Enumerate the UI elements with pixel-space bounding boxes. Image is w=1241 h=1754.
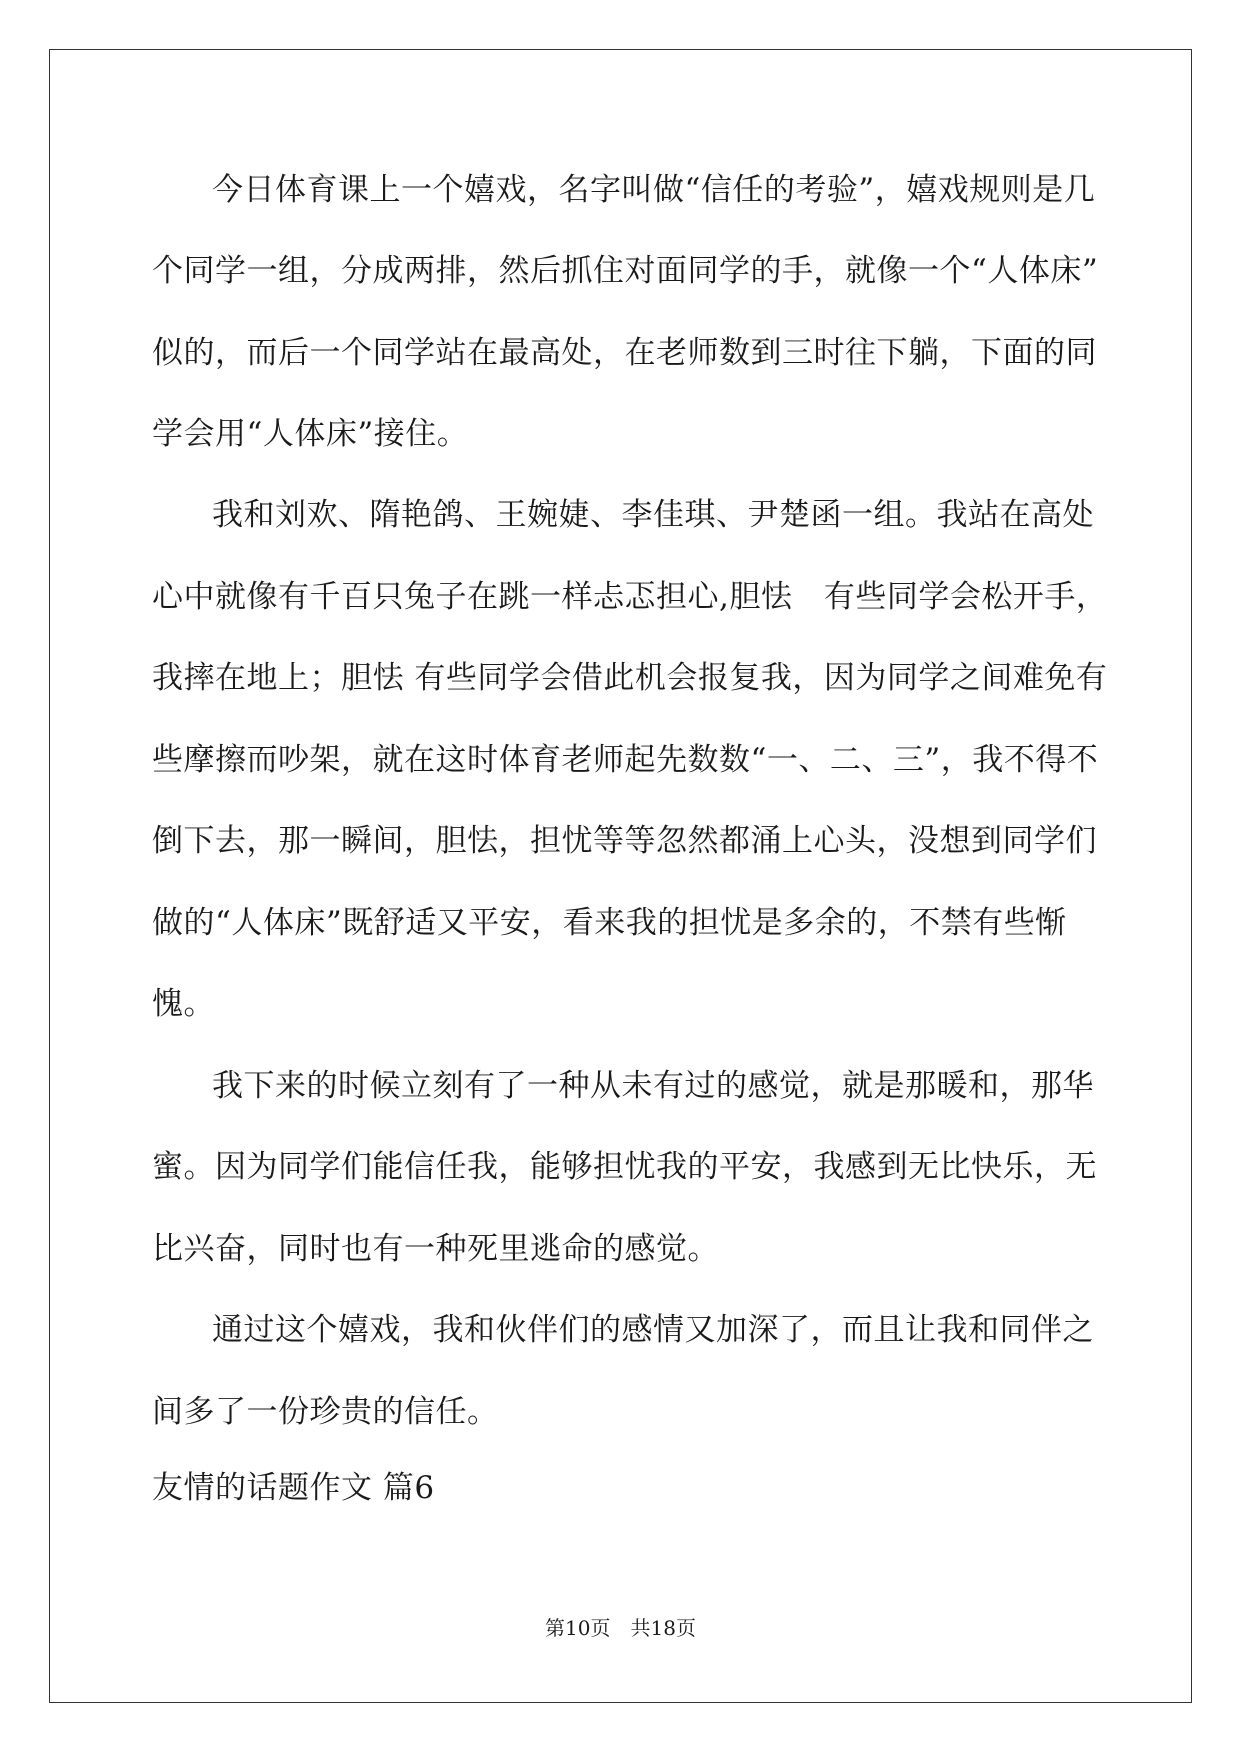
paragraph-1-line-4: 学会用“人体床”接住。 bbox=[152, 416, 469, 452]
paragraph-1-line-3: 似的，而后一个同学站在最高处，在老师数到三时往下躺，下面的同 bbox=[152, 335, 1097, 371]
paragraph-2-line-7: 愧。 bbox=[152, 986, 215, 1022]
page-border bbox=[49, 49, 1192, 1703]
paragraph-2-line-6: 做的“人体床”既舒适又平安，看来我的担忧是多余的，不禁有些惭 bbox=[152, 905, 1067, 941]
paragraph-2-line-5: 倒下去，那一瞬间，胆怯，担忧等等忽然都涌上心头，没想到同学们 bbox=[152, 823, 1097, 859]
paragraph-2-line-1: 我和刘欢、隋艳鸽、王婉婕、李佳琪、尹楚函一组。我站在高处 bbox=[212, 497, 1094, 533]
paragraph-1-line-2: 个同学一组，分成两排，然后抓住对面同学的手，就像一个“人体床” bbox=[152, 253, 1099, 289]
paragraph-4-line-1: 通过这个嬉戏，我和伙伴们的感情又加深了，而且让我和同伴之 bbox=[212, 1312, 1094, 1348]
paragraph-4-line-2: 间多了一份珍贵的信任。 bbox=[152, 1394, 499, 1430]
paragraph-3-line-2: 蜜。因为同学们能信任我，能够担忧我的平安，我感到无比快乐，无 bbox=[152, 1149, 1097, 1185]
paragraph-2-line-2: 心中就像有千百只兔子在跳一样忐忑担心,胆怯 有些同学会松开手， bbox=[152, 579, 1108, 615]
page-number-footer: 第10页 共18页 bbox=[545, 1616, 696, 1640]
section-heading: 友情的话题作文 篇6 bbox=[152, 1470, 435, 1506]
paragraph-3-line-1: 我下来的时候立刻有了一种从未有过的感觉，就是那暖和，那华 bbox=[212, 1068, 1094, 1104]
paragraph-2-line-4: 些摩擦而吵架，就在这时体育老师起先数数“一、二、三”，我不得不 bbox=[152, 742, 1099, 778]
paragraph-3-line-3: 比兴奋，同时也有一种死里逃命的感觉。 bbox=[152, 1231, 719, 1267]
paragraph-1-line-1: 今日体育课上一个嬉戏，名字叫做“信任的考验”，嬉戏规则是几 bbox=[212, 172, 1096, 208]
paragraph-2-line-3: 我摔在地上；胆怯 有些同学会借此机会报复我，因为同学之间难免有 bbox=[152, 660, 1108, 696]
